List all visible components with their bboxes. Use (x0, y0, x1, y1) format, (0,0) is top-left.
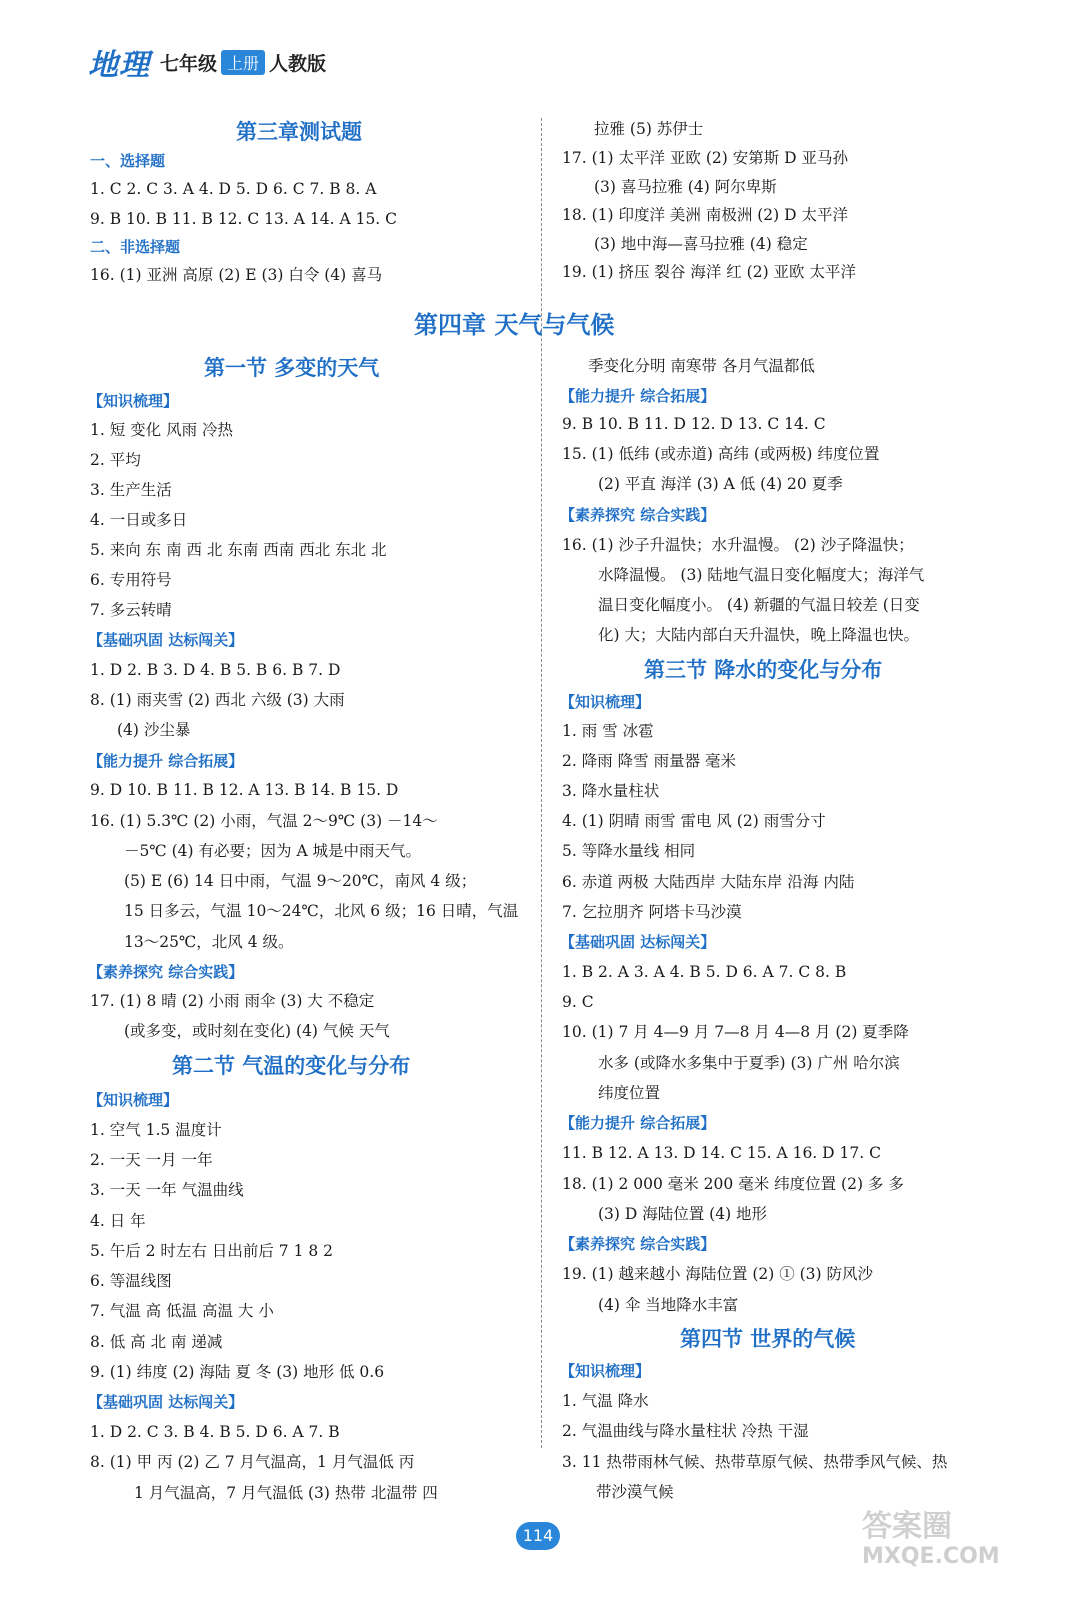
answer-line: 18. (1) 2 000 毫米 200 毫米 纬度位置 (2) 多 多 (562, 1175, 904, 1193)
answer-line: 温日变化幅度小。 (4) 新疆的气温日较差 (日变 (598, 596, 920, 614)
answer-line: 4. (1) 阴晴 雨雪 雷电 风 (2) 雨雪分寸 (562, 812, 826, 830)
section-tag: 【素养探究 综合实践】 (560, 1235, 716, 1253)
answer-line: 3. 11 热带雨林气候、热带草原气候、热带季风气候、热 (562, 1453, 948, 1471)
answer-line: 化) 大；大陆内部白天升温快，晚上降温也快。 (598, 626, 919, 644)
section-tag: 【知识梳理】 (560, 693, 651, 711)
section-tag: 【知识梳理】 (88, 392, 179, 410)
edition-label: 人教版 (269, 52, 327, 75)
answer-line: 19. (1) 挤压 裂谷 海洋 红 (2) 亚欧 太平洋 (562, 263, 856, 281)
answer-line: 4. 一日或多日 (90, 511, 188, 529)
section-heading: 第四章 天气与气候 (414, 311, 615, 339)
section-tag: 【基础巩固 达标闯关】 (88, 1393, 244, 1411)
section-heading: 第三节 降水的变化与分布 (644, 658, 883, 682)
answer-line: 9. D 10. B 11. B 12. A 13. B 14. B 15. D (90, 781, 399, 799)
answer-line: (3) D 海陆位置 (4) 地形 (598, 1205, 768, 1223)
subsection-heading: 二、非选择题 (90, 238, 181, 256)
answer-line: 7. 气温 高 低温 高温 大 小 (90, 1302, 274, 1320)
book-header (88, 44, 327, 83)
section-heading: 第一节 多变的天气 (204, 356, 380, 380)
answer-line: 6. 赤道 两极 大陆西岸 大陆东岸 沿海 内陆 (562, 873, 855, 891)
answer-line: 1 月气温高，7 月气温低 (3) 热带 北温带 四 (134, 1484, 438, 1502)
grade-label: 七年级 (160, 52, 218, 75)
section-tag: 【知识梳理】 (88, 1091, 179, 1109)
answer-line: 18. (1) 印度洋 美洲 南极洲 (2) D 太平洋 (562, 206, 848, 224)
answer-line: 13～25℃，北风 4 级。 (124, 933, 294, 951)
answer-line: 2. 一天 一月 一年 (90, 1151, 213, 1169)
answer-line: (3) 喜马拉雅 (4) 阿尔卑斯 (594, 178, 777, 196)
answer-line: 5. 午后 2 时左右 日出前后 7 1 8 2 (90, 1242, 334, 1260)
answer-line: 16. (1) 亚洲 高原 (2) E (3) 白令 (4) 喜马 (90, 266, 383, 284)
section-heading: 第三章测试题 (236, 120, 362, 144)
answer-line: 水降温慢。 (3) 陆地气温日变化幅度大；海洋气 (598, 566, 925, 584)
answer-line: 9. C (562, 993, 594, 1011)
answer-line: 15. (1) 低纬 (或赤道) 高纬 (或两极) 纬度位置 (562, 445, 880, 463)
answer-line: 1. 雨 雪 冰雹 (562, 722, 654, 740)
answer-line: (5) E (6) 14 日中雨，气温 9～20℃，南风 4 级； (124, 872, 477, 890)
answer-line: 5. 等降水量线 相同 (562, 842, 696, 860)
answer-line: 3. 生产生活 (90, 481, 172, 499)
answer-line: (或多变，或时刻在变化) (4) 气候 天气 (124, 1022, 390, 1040)
answer-line: 2. 气温曲线与降水量柱状 冷热 干湿 (562, 1422, 809, 1440)
watermark-top: 答案圈 (862, 1509, 952, 1544)
answer-line: (3) 地中海—喜马拉雅 (4) 稳定 (594, 235, 808, 253)
answer-line: 拉雅 (5) 苏伊士 (594, 120, 704, 138)
answer-line: 1. D 2. C 3. B 4. B 5. D 6. A 7. B (90, 1423, 340, 1441)
answer-line: 6. 等温线图 (90, 1272, 172, 1290)
answer-line: 水多 (或降水多集中于夏季) (3) 广州 哈尔滨 (598, 1054, 900, 1072)
answer-line: 17. (1) 8 晴 (2) 小雨 雨伞 (3) 大 不稳定 (90, 992, 375, 1010)
answer-line: 9. B 10. B 11. B 12. C 13. A 14. A 15. C (90, 210, 398, 228)
answer-line: 2. 平均 (90, 451, 141, 469)
answer-line: 5. 来向 东 南 西 北 东南 西南 西北 东北 北 (90, 541, 387, 559)
answer-line: 纬度位置 (598, 1084, 661, 1102)
section-heading: 第四节 世界的气候 (680, 1327, 856, 1351)
answer-line: 8. (1) 甲 丙 (2) 乙 7 月气温高，1 月气温低 丙 (90, 1453, 415, 1471)
answer-line: 16. (1) 沙子升温快；水升温慢。 (2) 沙子降温快； (562, 536, 914, 554)
answer-line: 4. 日 年 (90, 1212, 146, 1230)
volume-badge: 上册 (221, 50, 265, 75)
answer-line: 8. 低 高 北 南 递减 (90, 1333, 223, 1351)
answer-line: 季变化分明 南寒带 各月气温都低 (588, 357, 815, 375)
answer-line: 1. B 2. A 3. A 4. B 5. D 6. A 7. C 8. B (562, 963, 847, 981)
answer-line: 11. B 12. A 13. D 14. C 15. A 16. D 17. C (562, 1144, 881, 1162)
section-tag: 【能力提升 综合拓展】 (560, 1114, 716, 1132)
answer-line: 1. C 2. C 3. A 4. D 5. D 6. C 7. B 8. A (90, 180, 377, 198)
answer-line: 3. 降水量柱状 (562, 782, 660, 800)
answer-line: (2) 平直 海洋 (3) A 低 (4) 20 夏季 (598, 475, 843, 493)
answer-line: 1. 气温 降水 (562, 1392, 649, 1410)
answer-line: (4) 伞 当地降水丰富 (598, 1296, 739, 1314)
answer-line: 17. (1) 太平洋 亚欧 (2) 安第斯 D 亚马孙 (562, 149, 848, 167)
section-tag: 【基础巩固 达标闯关】 (88, 631, 244, 649)
answer-line: －5℃ (4) 有必要；因为 A 城是中雨天气。 (124, 842, 422, 860)
answer-line: 19. (1) 越来越小 海陆位置 (2) ① (3) 防风沙 (562, 1265, 874, 1283)
section-tag: 【知识梳理】 (560, 1362, 651, 1380)
answer-line: 带沙漠气候 (596, 1483, 674, 1501)
section-tag: 【能力提升 综合拓展】 (560, 387, 716, 405)
section-heading: 第二节 气温的变化与分布 (172, 1054, 411, 1078)
subject-logo: 地理 (88, 48, 150, 83)
answer-line: 1. D 2. B 3. D 4. B 5. B 6. B 7. D (90, 661, 341, 679)
answer-line: 15 日多云，气温 10～24℃，北风 6 级；16 日晴，气温 (124, 902, 519, 920)
answer-line: 6. 专用符号 (90, 571, 172, 589)
section-tag: 【素养探究 综合实践】 (560, 506, 716, 524)
answer-line: 9. B 10. B 11. D 12. D 13. C 14. C (562, 415, 826, 433)
subsection-heading: 一、选择题 (90, 152, 166, 170)
section-tag: 【素养探究 综合实践】 (88, 963, 244, 981)
section-tag: 【基础巩固 达标闯关】 (560, 933, 716, 951)
answer-line: 7. 多云转晴 (90, 601, 172, 619)
section-tag: 【能力提升 综合拓展】 (88, 752, 244, 770)
watermark-bottom: MXQE.COM (862, 1544, 1000, 1569)
page-number: 114 (516, 1522, 560, 1550)
answer-line: 3. 一天 一年 气温曲线 (90, 1181, 244, 1199)
answer-line: 16. (1) 5.3℃ (2) 小雨，气温 2～9℃ (3) －14～ (90, 812, 438, 830)
answer-line: 1. 短 变化 风雨 冷热 (90, 421, 233, 439)
answer-line: 10. (1) 7 月 4—9 月 7—8 月 4—8 月 (2) 夏季降 (562, 1023, 909, 1041)
answer-line: 9. (1) 纬度 (2) 海陆 夏 冬 (3) 地形 低 0.6 (90, 1363, 385, 1381)
answer-line: 2. 降雨 降雪 雨量器 毫米 (562, 752, 736, 770)
answer-line: (4) 沙尘暴 (117, 721, 191, 739)
answer-line: 1. 空气 1.5 温度计 (90, 1121, 222, 1139)
answer-line: 8. (1) 雨夹雪 (2) 西北 六级 (3) 大雨 (90, 691, 345, 709)
answer-line: 7. 乞拉朋齐 阿塔卡马沙漠 (562, 903, 742, 921)
watermark (862, 1509, 1000, 1572)
